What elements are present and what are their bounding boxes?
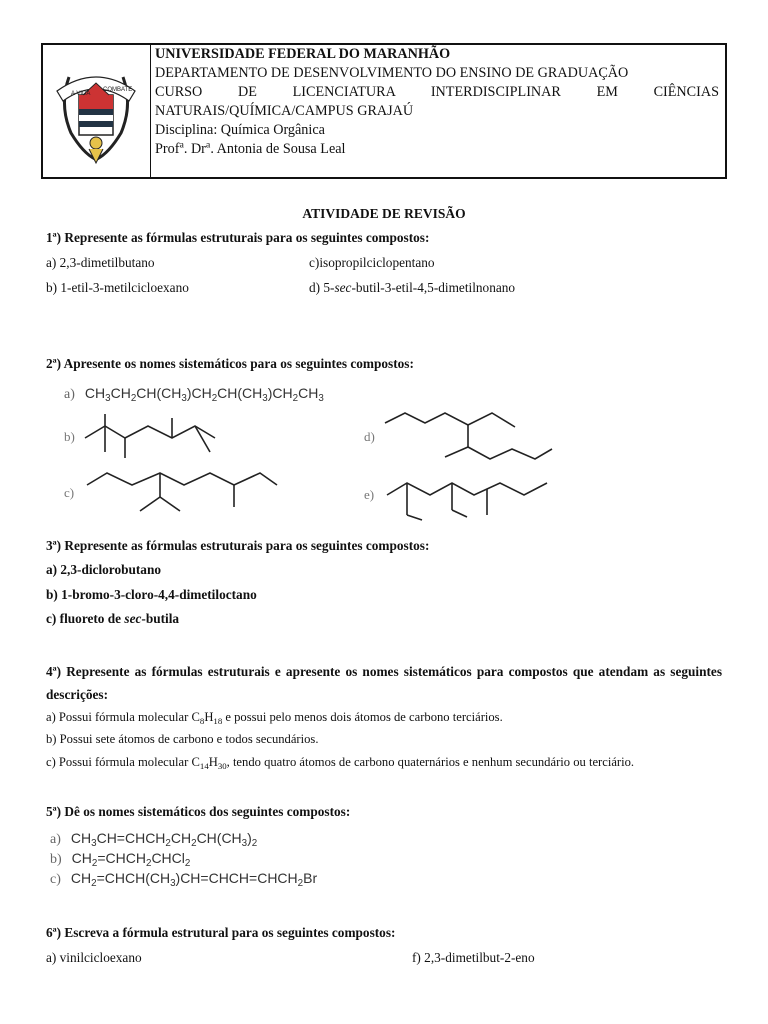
university-logo [43, 45, 151, 177]
q4-item-a: a) Possui fórmula molecular $C_8H_{18}$ e possui pelo menos dois átomos de carbono terciários. [46, 710, 503, 726]
q3-item-c: c) fluoreto de sec-butila [46, 611, 180, 626]
q5-heading: 5ª) Dê os nomes sistemáticos dos seguintes compostos: [46, 804, 351, 819]
q5-formula-b: b) $CH_2=CHCH_2CHCl_2$ [50, 850, 191, 869]
department-name: DEPARTAMENTO DE DESENVOLVIMENTO DO ENSINO DE GRADUAÇÃO [155, 65, 629, 81]
svg-text:COMBATE: COMBATE [103, 87, 133, 93]
discipline: Disciplina: Química Orgânica [155, 122, 325, 138]
q1-item-d: d) 5-sec-butil-3-etil-4,5-dimetilnonano [309, 280, 516, 295]
q1-heading: 1ª) Represente as fórmulas estruturais para os seguintes compostos: [46, 230, 430, 245]
page-title: ATIVIDADE DE REVISÃO [302, 206, 466, 221]
q2-structure-d [380, 405, 555, 465]
q1-item-a: a) 2,3-dimetilbutano [46, 255, 155, 270]
professor: Prof$^a$. Dr$^a$. Antonia de Sousa Leal [155, 139, 346, 157]
header-info [151, 45, 725, 177]
q2-structure-b [80, 412, 220, 462]
q4-item-b: b) Possui sete átomos de carbono e todos secundários. [46, 732, 319, 746]
university-name: UNIVERSIDADE FEDERAL DO MARANHÃO [155, 46, 451, 62]
q2-heading: 2ª) Apresente os nomes sistemáticos para os seguintes compostos: [46, 356, 414, 371]
q6-heading: 6ª) Escreva a fórmula estrutural para os seguintes compostos: [46, 925, 396, 940]
q2-label-b: b) [64, 429, 75, 444]
q2-label-d: d) [364, 429, 375, 444]
q1-item-c: c)isopropilciclopentano [309, 255, 435, 270]
header-box [41, 43, 727, 179]
q2-formula-a: a) $CH_3CH_2CH(CH_3)CH_2CH(CH_3)CH_2CH_3$ [64, 385, 324, 404]
course-line-2: NATURAIS/QUÍMICA/CAMPUS GRAJAÚ [155, 103, 414, 119]
q1-item-b: b) 1-etil-3-metilcicloexano [46, 280, 189, 295]
q2-label-c: c) [64, 485, 75, 500]
q4-item-c: c) Possui fórmula molecular $C_{14}H_{30}$, tendo quatro átomos de carbono quaternários e nenhum secundário ou terciário. [46, 755, 635, 771]
q5-formula-a: a) $CH_3CH=CHCH_2CH_2CH(CH_3)_2$ [50, 830, 258, 849]
q6-item-f: f) 2,3-dimetilbut-2-eno [412, 950, 535, 965]
q3-item-a: a) 2,3-diclorobutano [46, 562, 162, 577]
q5-formula-c: c) $CH_2=CHCH(CH_3)CH=CHCH=CHCH_2Br$ [50, 870, 318, 889]
q2-label-e: e) [364, 487, 375, 502]
q4-heading: 4ª) Represente as fórmulas estruturais e apresente os nomes sistemáticos para compostos que atendam as seguintes descrições: [46, 664, 722, 702]
q3-heading: 3ª) Represente as fórmulas estruturais para os seguintes compostos: [46, 538, 430, 553]
course-line-1: CURSO DE LICENCIATURA INTERDISCIPLINAR EM CIÊNCIAS [155, 84, 719, 100]
q3-item-b: b) 1-bromo-3-cloro-4,4-dimetiloctano [46, 587, 257, 602]
q6-item-a: a) vinilcicloexano [46, 950, 142, 965]
university-seal-icon [49, 55, 143, 167]
q2-structure-e [382, 465, 562, 525]
q2-structure-c [82, 465, 282, 525]
svg-text:A VIDA: A VIDA [71, 91, 91, 97]
